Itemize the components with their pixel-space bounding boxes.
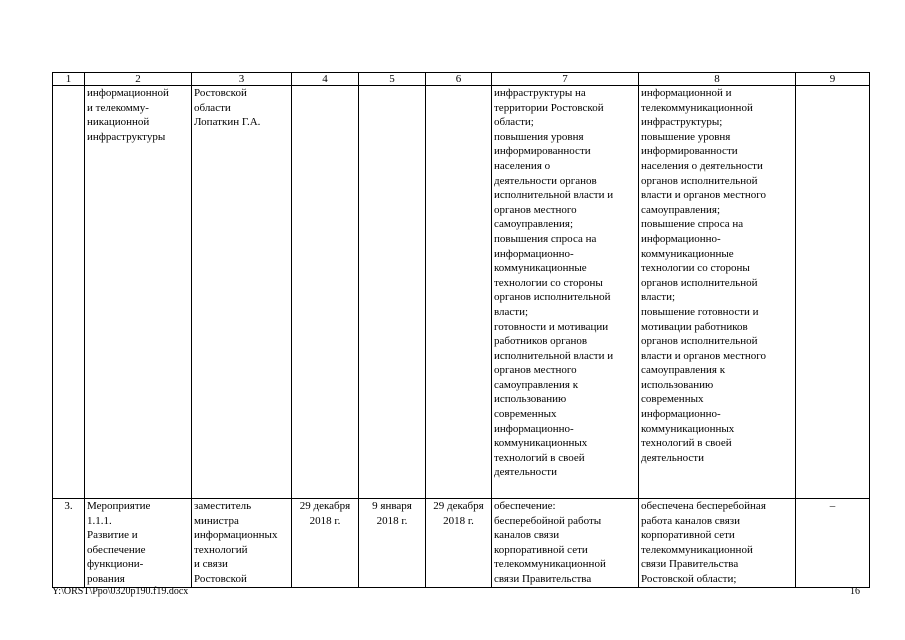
date-cell: [359, 86, 426, 499]
header-cell: 8: [639, 73, 796, 86]
date-cell: 9 января 2018 г.: [359, 499, 426, 588]
header-cell: 2: [85, 73, 192, 86]
date-cell: 29 декабря 2018 г.: [292, 499, 359, 588]
note-cell: [796, 86, 870, 499]
table-row: [53, 86, 870, 499]
table-row: [53, 499, 870, 588]
main-table: [52, 72, 870, 588]
responsible-cell: Ростовской области Лопаткин Г.А.: [192, 86, 292, 499]
header-cell: 9: [796, 73, 870, 86]
note-cell: –: [796, 499, 870, 588]
date-cell: [292, 86, 359, 499]
expected-result-cell: инфраструктуры на территории Ростовской области; повышения уровня информированности населения о деятельности органов исполнительной власти и органов местного самоуправления; повышения спроса на информационно- коммуникационные технологии со стороны органов исполнительной власти; готовности и мотивации работников органов исполнительной власти и органов местного самоуправления к использованию современных информационно- коммуникационных технологий в своей деятельности: [492, 86, 639, 499]
actual-result-cell: обеспечена бесперебойная работа каналов связи корпоративной сети телекоммуникационной связи Правительства Ростовской области;: [639, 499, 796, 588]
responsible-cell: заместитель министра информационных технологий и связи Ростовской: [192, 499, 292, 588]
expected-result-cell: обеспечение: бесперебойной работы каналов связи корпоративной сети телекоммуникационной связи Правительства: [492, 499, 639, 588]
number-cell: [53, 86, 85, 499]
header-cell: 6: [426, 73, 492, 86]
date-cell: 29 декабря 2018 г.: [426, 499, 492, 588]
actual-result-cell: информационной и телекоммуникационной инфраструктуры; повышение уровня информированности населения о деятельности органов исполнительной власти и органов местного самоуправления; повышение спроса на информационно- коммуникационные технологии со стороны органов исполнительной власти; повышение готовности и мотивации работников органов исполнительной власти и органов местного самоуправления к использованию современных информационно- коммуникационных технологий в своей деятельности: [639, 86, 796, 499]
footer-file-path: Y:\ORST\Ppo\0320p190.f19.docx: [52, 586, 189, 597]
date-cell: [426, 86, 492, 499]
page-number: 16: [850, 586, 860, 597]
header-cell: 7: [492, 73, 639, 86]
header-row: [53, 73, 870, 86]
name-cell: Мероприятие 1.1.1. Развитие и обеспечение функциони- рования: [85, 499, 192, 588]
header-cell: 4: [292, 73, 359, 86]
name-cell: информационной и телекомму- никационной инфраструктуры: [85, 86, 192, 499]
number-cell: 3.: [53, 499, 85, 588]
header-cell: 1: [53, 73, 85, 86]
header-cell: 5: [359, 73, 426, 86]
header-cell: 3: [192, 73, 292, 86]
